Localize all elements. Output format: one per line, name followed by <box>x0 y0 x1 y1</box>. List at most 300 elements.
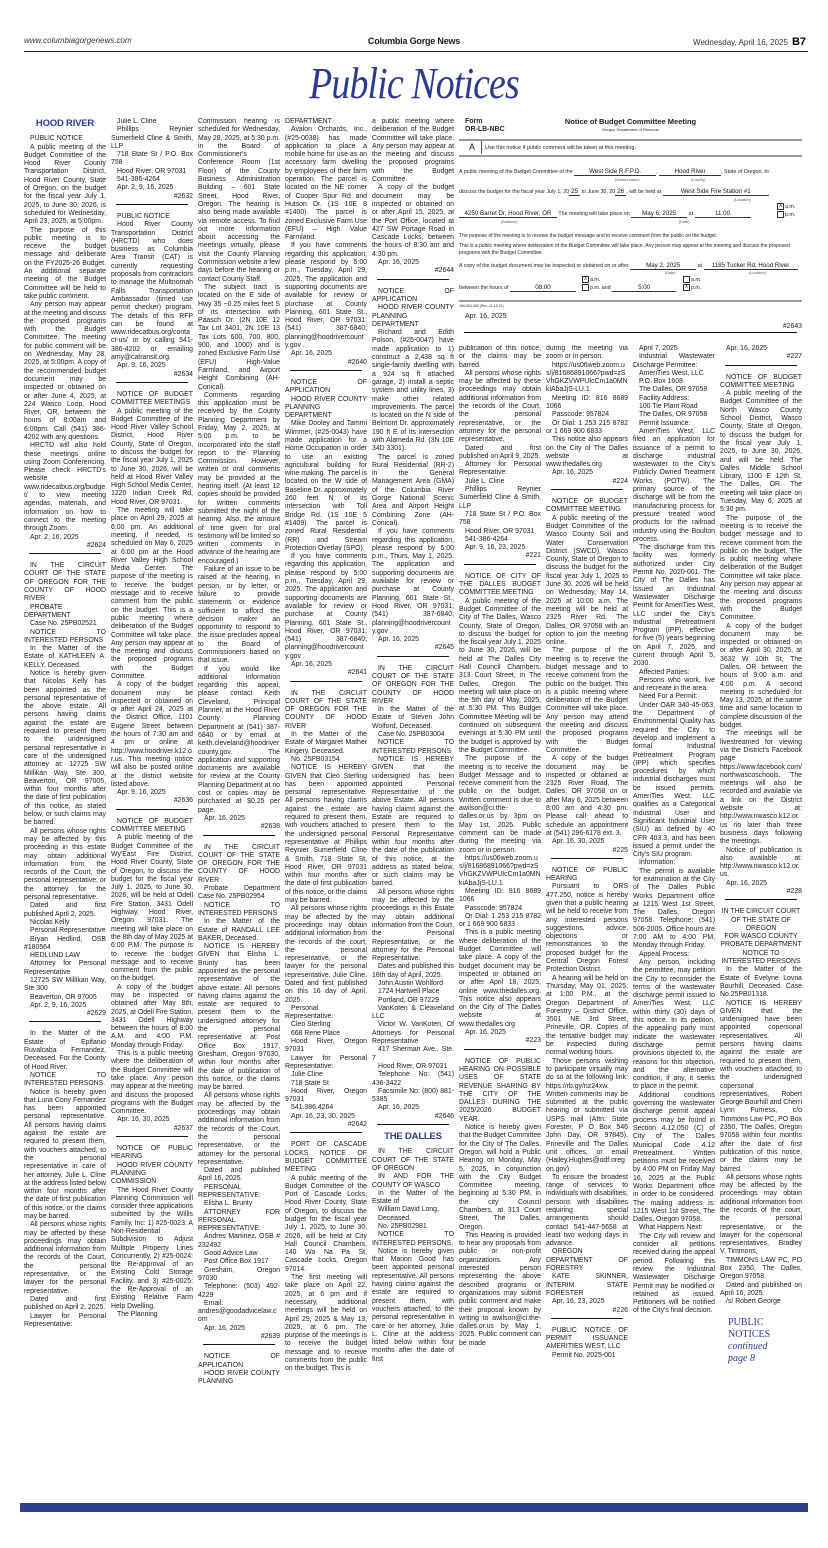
notice-line: PERSONAL REPRESENTATIVE: <box>198 1183 261 1199</box>
notice-paragraph: Dated and first published on April 2, 2025. <box>24 1295 106 1312</box>
notice-paragraph: Passcode: 957824 <box>465 904 523 912</box>
divider <box>203 1344 275 1345</box>
notice-paragraph: All persons whose rights may be affected by this proceeding in this estate may obtain additional information from the records of the Court, the personal representative, or the attorney for the personal representative. <box>24 827 106 902</box>
notice-paragraph: This Hearing is provided to hear any proposals from public or non-profit organizations. Any interested person representing the above described programs or organizations may submit public comment and make their proposal known by writing to awilson@ci.the-dalles.or.us by May 1, 2025. Public comment can be made <box>459 1231 541 1347</box>
notice-paragraph: Dated and first published April 2, 2025. <box>24 902 106 918</box>
notice-paragraph: Notice is hereby given that Marion Good has been appointed personal representative. All persons having claims against the estate are required to present them, with vouchers attached, to the personal representative in care or her attorney, Julie L. Cline at the address listed below within four months after the date of first <box>372 1247 454 1363</box>
column-9 <box>720 345 802 1500</box>
address-field: 4250 Barret Dr, Hood River, OR <box>459 210 557 218</box>
notice-paragraph: Notice is hereby given that Nicolas Kelly has been appointed as the personal representative of the above estate. All persons having claims against the estate are required to present them to the undersigned personal representative in care of the undersigned attorney at: 12725 SW Millikan Way, Ste 300, Beaverton, OR 97005, within four months after the date of first publication of this notice, as stated below, or such claims may be barred. <box>24 670 106 827</box>
pm-checkbox: X <box>684 284 689 290</box>
column-4 <box>285 118 367 1500</box>
notice-line: 1724 Hartwell Place <box>378 988 440 996</box>
notice-line: Attorney for Personal Representative <box>24 960 106 976</box>
notice-paragraph: In the Matter of the Estate of Epifanio Ruvalcaba Fernandez, Deceased. For the County of Hood River. <box>24 1030 106 1071</box>
divider <box>116 382 188 383</box>
form-text: a.m. <box>590 276 601 283</box>
notice-paragraph: All persons whose rights may be affected by the proceedings in this Estate may obtain additional information from the Court, the Personal Representative, or the attorney for the Personal Representative. <box>372 888 454 963</box>
county-field: Hood River <box>659 168 721 176</box>
divider <box>29 553 101 554</box>
notice-paragraph: NOTICE TO INTERESTED PERSONS <box>24 628 106 644</box>
notice-line: Phillips Reynier Sumerfield Cline & Smith, LLP <box>111 126 193 150</box>
notice-line: Victor W. VanKoten, Of Attorneys for Personal Representative <box>372 1021 454 1046</box>
notice-paragraph: NOTICE TO INTERESTED PERSONS <box>372 739 454 755</box>
notice-line: Facility Address: <box>639 394 690 402</box>
notice-paragraph: In the Matter of the Estate of Evelyne Lovna Bourhill, Deceased. Case No.25PB01318. <box>720 966 802 999</box>
form-text: discuss the budget for the fiscal year July 1, 20 <box>459 189 570 195</box>
notice-paragraph: If you have comments regarding this application, please respond by 5:00 p.m., Tuesday, April 29, 2025. The application and supporting documents are available for review or purchase at County Planning, 601 State St., Hood River, OR 97031; (541) 387-6840; planning@hoodrivercounty.gov . <box>285 242 367 350</box>
notice-paragraph: Dated and published April 16, 2025. <box>198 1167 280 1183</box>
notice-caption: FOR WASCO COUNTY <box>724 933 798 941</box>
form-hours-line <box>459 284 576 292</box>
issue-date-text: Wednesday, April 16, 2025 <box>693 38 788 47</box>
notice-paragraph: Commission hearing is scheduled for Wednesday, May 28, 2025, at 5:30 p.m. in the Board of Commissioner's Conference Room (1st Floor) of the County Business Administration Building – 601 State Street, Hood River, Oregon. The hearing is also being made available via remote access. To find out more information about accessing the meetings virtually, please visit the County Planning Commission website a few days before the hearing or contact County Staff. <box>198 118 280 283</box>
notice-id: #2646 <box>434 1112 454 1120</box>
promo-text: PUBLIC <box>728 1316 764 1328</box>
notice-line: Gresham, Oregon 97030 <box>198 1266 280 1282</box>
notice-paragraph: NOTICE IS HEREBY GIVEN that the undersigned has been appointed Personal Representative of the above Estate. All persons having claims against the Estate are required to present them to the Personal Representative within four months after the date of the publication of this notice, at the address as stated below, or such claims may be barred. <box>372 755 454 888</box>
form-title: Notice of Budget Committee Meeting <box>564 117 697 126</box>
notice-paragraph: In the Matter of the Estate of Margaret Mather Kingery, Deceased. <box>285 731 367 755</box>
notice-line: 718 State St / P.O. Box 758 <box>111 151 193 167</box>
notice-paragraph: The purpose of the meeting is to receive the budget message and to receive comment from the public on the budget. This is a public meeting where deliberation of the Budget Committee will take place. Any person may attend the meeting and discuss the proposed programs with the Budget Committee. <box>546 647 628 754</box>
notice-paragraph: The Hood River County Planning Commission will consider three applications submitted by the Willis Family, Inc: 1) #25-0023: A Non-Residential Subdivision to Adjust Multiple Property Lines Concurrently, 2) #25-0024: the Re-approval of an Existing Cold Storage Facility, and 3) #25-0025: the Re-Approval of an Existing Relative Farm Help Dwelling. <box>111 1186 193 1310</box>
notice-paragraph: Or Dial: 1 253 215 8782 or 1 669 900 6833 <box>459 912 541 929</box>
divider <box>377 279 449 280</box>
notice-paragraph: The City will review and consider all petitions received during the appeal period. Following this review the Industrial Wastewater Discharge Permit may be modified or retained as issued. Petitioners will be notified of the City's final decision. <box>633 1232 715 1315</box>
divider <box>377 656 449 657</box>
notice-line: AmeriTies West, LLC <box>639 369 704 377</box>
notice-line: Julie Cline <box>291 1071 323 1079</box>
copy-date-field: May 2, 2025 <box>630 262 696 270</box>
notice-line: Beaverton, OR 97005 <box>30 993 97 1001</box>
notice-date: Apr. 9, 16, 2025 <box>117 362 166 370</box>
notice-id: #2634 <box>173 370 193 378</box>
am-checkbox: X <box>583 276 588 282</box>
notice-line: Hood River, OR 97031 <box>378 1062 448 1070</box>
notice-id: #226 <box>612 1306 628 1314</box>
notice-line: Deceased. <box>378 1214 411 1222</box>
notice-paragraph: A public meeting of the Budget Committee of the City of The Dalles, Wasco County, State of Oregon, to discuss the budget for the fiscal year July 1, 2025 to June 30, 2026, will be held at The Dalles City Hall Council Chambers, 313 Court Street, in The Dalles, Oregon. The meeting will take place on the 5th day of May, 2025, at 5:30 PM. This Budget Committee Meeting will be continued on subsequent evenings at 5:30 PM until the budget is approved by the Budget Committee. <box>459 597 541 754</box>
address-label: (Address) <box>501 220 518 224</box>
notice-id: #2636 <box>173 797 193 805</box>
notice-line: VanKoten & Cleaveland LLC <box>372 1004 454 1021</box>
notice-paragraph: OREGON DEPARTMENT OF FORESTRY <box>546 1248 628 1273</box>
meeting-date-field: May 6, 2025 <box>631 210 687 218</box>
notice-paragraph: PUBLIC NOTICE <box>30 135 83 143</box>
section-heading: THE DALLES <box>384 1131 442 1143</box>
notice-paragraph: A public meeting of the Budget Committee of the Hood River Valley School District, Hood River County, State of Oregon, to discuss the budget for the fiscal year July 1, 2025 to June 30, 2026, will be held at Hood River Valley High School Media Center, 1220 Indian Creek Rd, Hood River, OR 97031. <box>111 407 193 506</box>
notice-paragraph: Hood River County Transportation District (HRCTD) who does business as Columbia Area Transit (CAT) is currently requesting proposals from contractors to manage the Multnomah Falls Transportation Ambassador (timed use permit checker) program. The details of this RFP can be found at www.ridecatbus.org/contact-us/ or by calling 541-386-4202 or emailing amy@catransit.org. <box>111 221 193 362</box>
form-text: at <box>688 211 694 217</box>
form-label: Form <box>465 118 483 125</box>
notice-paragraph: If you would like additional information regarding this appeal, please contact Keith Cleveland, Principal Planner, at the Hood River County Planning Department at (541) 387-6840 or by email at keith.cleveland@hoodrivercounty.gov. The application and supporting documents are available for review at the County Planning Department at no cost or copies may be purchased at $0.25 per page. <box>198 665 280 814</box>
form-rule <box>459 300 802 302</box>
notice-caption: IN THE CIRCUIT COURT OF THE STATE OF OREGON <box>721 908 801 932</box>
notice-paragraph: NOTICE OF BUDGET COMMITTEE MEETING <box>546 498 628 514</box>
notice-paragraph: The Planning <box>117 1310 158 1318</box>
notice-paragraph: The discharge from this facility was formerly authorized under City Permit No. 2020-001. The City of The Dalles has issued an Industrial Wastewater Discharge Permit for AmeriTies West, LLC under the City's Industrial Pretreatment Program (IPP), effective for five (5) years beginning on April 7, 2025, and current through April 5, 2030. <box>633 544 715 668</box>
notice-paragraph: Probate Department Case No. 25PB02954 <box>198 885 280 901</box>
form-section-letter: A <box>469 142 476 152</box>
notice-paragraph: NOTICE TO INTERESTED PERSONS. <box>24 1071 106 1088</box>
form-copy-line: A copy of the budget document may be inspected or obtained on or after May 2, 2025 at 1185 Tucker Rd, Hood River , <box>459 262 799 269</box>
notice-paragraph: NOTICE IS HEREBY GIVEN that the undersigned have been appointed copersonal representatives. All persons having claims against the estate are required to present them, with vouchers attached, to the undersigned copersonal representatives, Robert George Bourhill and Cherri Lynn Furness, c/o Timmons Law PC, PO Box 2350, The Dalles, Oregon 97058 within four months after the date of first publication of this notice, or the claims may be barred. <box>720 999 802 1173</box>
notice-caption: PROBATE DEPARTMENT <box>720 941 802 949</box>
district-label: (District name) <box>615 178 640 182</box>
notice-line: 541-386-4264 <box>465 535 508 543</box>
notice-paragraph: A copy of the budget document may be inspected or obtained on or after April 15, 2025, at the Port Office, located at 427 SW Portage Road in Cascade Locks, between the hours of 8:30 am and 4:30 pm. <box>372 184 454 258</box>
notice-date: Apr. 2, 9, 16, 2025 <box>30 1001 87 1009</box>
form-text: A copy of the budget document may be inspected or obtained on or after <box>459 263 629 269</box>
notice-id: #2641 <box>347 669 367 677</box>
notice-paragraph: NOTICE TO INTERESTED PERSONS <box>198 901 280 917</box>
notice-paragraph: Any person may appear at the meeting and discuss the proposed programs with the Budget Committee. The meeting for public comment will be on Wednesday, May 28, 2025, at 5:00pm. A copy of the recommended budget document may be inspected or obtained on or after June 4, 2025, at 224 Wasco Loop, Hood River, OR, between the hours of 8:00am and 6:00pm. Call (541) 386-4202 with any questions. <box>24 301 106 441</box>
notice-paragraph: Lawyer for Personal Representative: <box>24 1312 106 1328</box>
notice-line: The Dalles, OR 97058 <box>639 411 708 419</box>
notice-paragraph: Notice of publication is also available at: http://www.nwasco.k12.or.us. <box>720 846 802 879</box>
notice-line: 668 Rene Place <box>291 1029 341 1037</box>
notice-paragraph: NOTICE OF PUBLIC HEARING <box>111 1145 193 1161</box>
notice-paragraph: Meeting ID: 816 8689 1066 <box>546 394 628 411</box>
notice-id: #227 <box>786 353 802 361</box>
notice-paragraph: IN THE CIRCUIT COURT OF THE STATE OF OREGON <box>372 1148 454 1172</box>
notice-line: The Dalles, OR 97058 <box>639 386 708 394</box>
notice-paragraph: The parcel is zoned Rural Residential (RR-2) in the General Management Area (GMA) of the Columbia River Gorge National Scenic Area and Airport Height Combining Zone (AH-Conical). <box>372 453 454 527</box>
notice-paragraph: Notice is hereby given that the Budget Committee for the City of The Dalles, Oregon, will hold a Public Hearing on Monday, May 5, 2025, in conjunction with the City Budget Committee meeting, beginning at 5:30 PM, in the city Council Chambers, at 313 Court Street, The Dalles, Oregon. <box>459 1124 541 1231</box>
form-text: a.m. <box>785 203 796 210</box>
notice-line: Portland, OR 97229 <box>378 996 439 1004</box>
meeting-pm-option <box>777 211 795 218</box>
newspaper-name: Columbia Gorge News <box>367 36 461 46</box>
hours-from-field: 08:00 <box>510 284 576 292</box>
form-rule <box>459 139 802 141</box>
location-label: (Location) <box>749 271 766 275</box>
notice-paragraph: The meetings will be livestreamed for viewing via the District's Facebook page https://www.facebook.com/northwascoschools. The meetings will also be recorded and available via a link on the District website at: http://www.nwasco.k12.or.us no later than three business days following the meetings. <box>720 730 802 846</box>
divider <box>551 489 623 490</box>
notice-id: #224 <box>612 477 628 485</box>
divider <box>464 1049 536 1050</box>
continued-promo[interactable] <box>728 1317 802 1365</box>
notice-paragraph: NOTICE OF BUDGET COMMITTEE MEETING <box>111 817 193 834</box>
website-url: www.columbiagorgenews.com <box>24 36 132 45</box>
notice-date: Apr. 16, 2025 <box>726 879 767 887</box>
notice-paragraph: Failure of an issue to be raised at the hearing, in person, or by letter, or failure to provide statements or evidence sufficient to afford the decision maker an opportunity to respond to the issue precludes appeal to the Board of Commissioners based on that issue. <box>198 566 280 665</box>
form-text: p.m. <box>785 211 796 218</box>
notice-line: Information: <box>639 859 676 867</box>
column-5 <box>372 118 454 1500</box>
form-number: 150-504-063 (Rev. 11-19-21) <box>459 304 504 308</box>
footer-bar <box>20 1503 808 1512</box>
copy-location-field: 1185 Tucker Rd, Hood River <box>704 262 798 270</box>
notice-line: William David Long, <box>378 1206 439 1214</box>
notice-line: Facsimile No: (800) 881-5385 <box>372 1087 454 1104</box>
hours-to-pm <box>683 284 701 291</box>
notice-paragraph: Attorney for Personal Representative: <box>459 461 541 477</box>
notice-paragraph: AmeriTies West, LLC filed an application for issuance of a permit to discharge industrial wastewater to the City's Publicly Owned Treatment Works (POTW). The primary source of the discharge will be from the manufacturing process for pressure treated wood products for the railroad industry using the Boulton process. <box>633 427 715 543</box>
notice-line: Bryan Hedlind, OSB #180564 <box>24 935 106 951</box>
column-1 <box>24 118 106 1500</box>
notice-line: Hood River, Oregon 97031 <box>285 1038 367 1054</box>
notice-line: Nicolas Kelly <box>30 918 70 926</box>
divider <box>116 1136 188 1137</box>
section-title: Public Notices <box>309 59 519 108</box>
issue-date <box>693 36 806 48</box>
form-text: and <box>601 285 611 291</box>
notice-paragraph: To ensure the broadest range of services to individuals with disabilities, persons with disabilities requiring special arrangements should contact 541-447-5658 at least two working days in advance. <box>546 1173 628 1248</box>
notice-line: 718 State St <box>291 1079 329 1087</box>
hours-from-pm <box>582 284 676 292</box>
notice-paragraph: In the Matter of the Estate of KATHLEEN A. KELLY, Deceased. <box>24 645 106 669</box>
notice-paragraph: IN THE CIRCUIT COURT OF THE STATE OF OREGON FOR THE COUNTY OF HOOD RIVER <box>198 843 280 884</box>
column-7 <box>546 345 628 1500</box>
notice-date: Apr. 16, 2025 <box>291 350 332 358</box>
notice-paragraph: The purpose of this public meeting is to receive the budget message and deliberate on the FY2025-26 Budget. An additional separate meeting of the Budget Committee will be held to take public comment. <box>24 226 106 300</box>
column-6 <box>459 345 541 1500</box>
notice-line: 718 State St / P.O. Box 758 <box>459 510 541 527</box>
notice-paragraph: The first meeting will take place on April 22, 2025, at 6 pm and if necessary, additional meetings will be held on April 29, 2025 & May 13, 2025, at 6 pm. The purpose of the meetings is to receive the budget message and to receive comments from the public on the budget. This is <box>285 1274 367 1373</box>
notice-line: Hood River, OR 97031 <box>117 167 187 175</box>
divider <box>551 858 623 859</box>
notice-paragraph: NOTICE OF CITY OF THE DALLES BUDGET COMMITTEE MEETING <box>459 572 541 597</box>
notice-paragraph: If you have comments regarding this application, please respond by 5:00 p.m., Thurs, May 1, 2025. The application and supporting documents are available for review or purchase at County Planning, 601 State St., Hood River, OR 97031; (541) 387-6840; planning@hoodrivercounty.gov . <box>372 528 454 635</box>
form-text: between the hours of <box>459 285 509 291</box>
notice-id: #223 <box>525 1037 541 1045</box>
notice-paragraph: Passcode: 957824 <box>552 411 610 419</box>
form-text: p.m. <box>590 285 601 291</box>
notice-paragraph: IN THE CIRCUIT COURT OF THE STATE OF OREGON FOR THE COUNTY OF HOOD RIVER <box>372 664 454 705</box>
notice-date: Apr. 16, 30, 2025 <box>552 838 605 846</box>
notice-paragraph: Persons who work, live and recreate in the area. <box>633 676 715 693</box>
am-checkbox <box>683 276 690 283</box>
promo-text: NOTICES <box>728 1328 771 1340</box>
notice-line: John Austin Wohlford <box>378 979 443 987</box>
notice-id: #2642 <box>347 1121 367 1129</box>
notice-line: HEDLUND LAW <box>30 952 80 960</box>
notice-line: Lawyer for Personal Representative: <box>285 1054 367 1070</box>
notice-paragraph: IN THE CIRCUIT COURT OF THE STATE OF OREGON FOR THE COUNTY OF HOOD RIVER <box>24 562 106 603</box>
notice-paragraph: IN THE CIRCUIT COURT OF THE STATE OF OREGON FOR THE COUNTY OF HOOD RIVER <box>285 689 367 730</box>
notice-paragraph: NOTICE OF APPLICATION <box>198 1353 280 1369</box>
notice-paragraph: A copy of the budget document may be inspected or obtained on or after April 30, 2025, at 3632 W 10th St, The Dalles, OR between the hours of 9:00 a.m. and 4:00 p.m. A second meeting is scheduled for May 13, 2025, at the same time and same location to complete discussion of the budget. <box>720 622 802 730</box>
hours-from-am <box>582 276 600 283</box>
divider <box>290 370 362 371</box>
form-id: OR-LB-NBC <box>465 126 505 133</box>
divider <box>725 899 797 900</box>
notice-paragraph: No. 25PB03154 <box>291 755 340 763</box>
notice-paragraph: A public meeting of the Budget Committee of the Port of Cascade Locks, Hood River County, State of Oregon, to discuss the budget for the fiscal year July 1, 2025, to June 30, 2026, will be held at City Hall Council Chambers, 140 Wa Na Pa St, Cascade Locks, Oregon 97014. <box>285 1174 367 1273</box>
notice-id: #2640 <box>347 358 367 366</box>
notice-paragraph: HOOD RIVER COUNTY PLANNING <box>198 1369 280 1386</box>
notice-paragraph: This notice also appears on the City of The Dalles website at www.thedalles.org <box>546 436 628 469</box>
divider <box>464 332 797 333</box>
notice-paragraph: Dates and published this 16th day of April, 2025. <box>372 963 454 979</box>
header-rule <box>24 51 808 52</box>
notice-paragraph: A public meeting of the Budget Committee of the Hood River County Transportation District, Hood River County, State of Oregon, on the budget for the fiscal year July 1, 2025, to June 30, 2026, is scheduled for Wednesday, April 23, 2025, at 5:00pm. <box>24 143 106 226</box>
notice-paragraph: The meeting will take place on April 29, 2025 at 6:00 pm. An additional meeting, if needed, is scheduled on May 6, 2025 at 6:00 pm at the Hood River Valley High School Media Center. The purpose of the meeting is to receive the budget message and to receive comment from the public on the budget. This is a public meeting where deliberation of the Budget Committee will take place. Any person may appear at the meeting and discuss the proposed programs with the Budget Committee. <box>111 507 193 680</box>
notice-line: Post Office Box 1917 <box>204 1258 269 1266</box>
section-heading: HOOD RIVER <box>35 118 95 129</box>
notice-paragraph: Permit No. 2025-001 <box>552 1351 616 1359</box>
divider <box>290 681 362 682</box>
notice-paragraph: The subject tract is located on the E side of Hwy 35 ~0.25 miles feet S of its intersection with Paasch Dr. (2N 10E 12 Tax Lot 3401, 2N 10E 13 Tax Lots 600, 700, 800, 900, and 1000) and is zoned Exclusive Farm Use (EFU) High-Value Farmland, and Airport Height Combining (AH-Conical). <box>198 283 280 391</box>
notice-line: Good Advice Law <box>204 1250 258 1258</box>
notice-date: Apr. 16, 2025 <box>552 469 593 477</box>
notice-url: https://us06web.zoom.us/j/81686891066?pwd=zSVhGKZVWPUIcCm1a0MNkiAbaJjS-LU.1 <box>546 361 628 394</box>
divider <box>203 835 275 836</box>
notice-date: Apr. 16, 2025 <box>378 259 419 267</box>
notice-paragraph: The purpose of the meeting is to receive the budget message and to receive comment from the public on the budget. The is public meeting where deliberation of the Budget Committee will take place. Any person may appear at the meeting and discuss the proposed programs with the Budget Committee. <box>720 514 802 622</box>
notice-caption: NOTICE TO INTERESTED PERSONS <box>721 949 801 966</box>
form-text: p.m. <box>691 284 702 291</box>
notice-id: #2629 <box>86 1010 106 1018</box>
notice-id: #2624 <box>86 541 106 549</box>
form-text: The meeting will take place on <box>558 211 630 217</box>
fiscal-end-field: 26 <box>615 188 626 196</box>
notice-line: Hood River, Oregon 97031 <box>285 1087 367 1104</box>
notice-paragraph: Comments regarding this application must be received by the County Planning Department by Friday, May 2, 2025, at 5:00 p.m. to be incorporated into the staff report to the Planning Commission. However, written or oral comments may be provided at the hearing itself. (At least 12 copies should be provided for written comments submitted the night of the hearing. Also, the amount of time given for oral testimony will be limited so written comments in advance of the hearing are encouraged.) <box>198 391 280 565</box>
notice-paragraph: NOTICE OF BUDGET COMMITTEE MEETING <box>720 373 802 389</box>
notice-paragraph: NOTICE IS HEREBY GIVEN that Elisha L. Brunty has been appointed as the personal representative of the above estate. All persons having claims against the estate are required to present them to the undersigned attorney for the personal representative at: Post Office Box 1917, Gresham, Oregon 97030, within four months after the date of publication of this notice, or the claims may be barred. <box>198 943 280 1092</box>
notice-paragraph: PROBATE DEPARTMENT <box>24 603 71 619</box>
notice-line: 100 Tie Plant Road <box>639 403 698 411</box>
form-text: at <box>697 263 703 269</box>
notice-date: Apr. 16, 2025 <box>378 1104 419 1112</box>
notice-paragraph: NOTICE OF APPLICATION <box>285 378 367 395</box>
notice-date: Apr. 16, 2025 <box>204 1324 245 1332</box>
notice-paragraph: publication of this notice, or the claims may be barred. <box>459 345 541 369</box>
notice-paragraph: This is a public meeting where the deliberation of the Budget Committee will take place. Any person may appear at the meeting and discuss the proposed programs with the Budget Committee. <box>111 1050 193 1116</box>
notice-id: #2644 <box>434 267 454 275</box>
notice-line: P.O. Box 1608 <box>639 378 683 386</box>
divider <box>725 365 797 366</box>
form-line-2 <box>459 188 769 196</box>
notice-id: #221 <box>525 552 541 560</box>
notice-id: #228 <box>786 888 802 895</box>
notice-paragraph: PUBLIC NOTICE OF PERMIT ISSUANCE AMERITIES WEST, LLC <box>546 1326 628 1351</box>
notice-paragraph: All persons whose rights may be affected by the proceedings may obtain additional information from the records of the court, the personal representative, or the lawyer for the personal representative, Julie Cline. Dated and first published on this 16 day of April, 2025. <box>285 905 367 1004</box>
notice-paragraph: Or Dial: 1 253 215 8782 or 1 669 900 6833 <box>546 419 628 435</box>
notice-line: Telephone No: (541) 436-3422 <box>372 1071 454 1087</box>
notice-line: Email: andres@goodadvicelaw.com <box>198 1299 277 1324</box>
column-2 <box>111 118 193 1500</box>
date-label: (Date) <box>679 220 690 224</box>
notice-paragraph: A hearing will be held on Thursday, May 01, 2025, at 1:00 P.M., at the Oregon Department of Forestry – District Office, 3501 NE 3rd Street, Prineville, OR. Copies of the tentative budget may be inspected during normal working hours. <box>546 974 628 1057</box>
notice-line: Telephone: (503) 492-4229 <box>198 1283 280 1299</box>
fiscal-start-field: 25 <box>569 188 580 196</box>
column-8 <box>633 345 715 1500</box>
notice-paragraph: A public meeting of the Budget Committee of the North Wasco County School District, Wasco County, State of Oregon, to discuss the budget for the fiscal year July 1, 2025, to June 30, 2026, and will be held The Dalles Middle School Library, 1100 E 12th St, The Dalles, OR. The meeting will take place on Tuesday, May 6, 2025 at 5:30 pm. <box>720 390 802 514</box>
notice-paragraph: Under OAR 340-45-063, the Department of Environmental Quality has required the City to develop and implement a formal Industrial Pretreatment Program (IPP) which specifies procedures by which industrial discharges must be issued permits. AmeriTies West, LLC qualifies as a Categorical Industrial User and Significant Industrial User (SIU) as defined by 40 CFR 403.3, and has been issued a permit under the City's SIU program. <box>633 701 715 859</box>
divider <box>551 1318 623 1319</box>
form-text: , will be held at <box>626 189 662 195</box>
notice-paragraph: Those persons wishing to participate virtually may do so at the following link: https://rb.gy/nz24xw. Written comments may be submitted at the public hearing or submitted via USPS mail (Attn: State Forester, P O Box 546 John Day, OR 97845), Prineville and The Dalles unit offices, or email (Hailey.Hughes@odf.oregon.gov). <box>546 1057 628 1173</box>
county-label: (County) <box>691 178 706 182</box>
divider <box>464 564 536 565</box>
notice-paragraph: Case No. 25PB03004 <box>378 731 445 739</box>
notice-line: No. 25PB02981 <box>378 1223 427 1230</box>
notice-line: ATTORNEY FOR PERSONAL REPRESENTATIVE: <box>198 1208 280 1233</box>
notice-date: Apr. 16, 2025 <box>726 345 767 352</box>
notice-line: Elisha L. Brunty <box>204 1200 253 1208</box>
notice-paragraph: KATE SKINNER, INTERIM STATE FORESTER <box>546 1273 628 1297</box>
notice-date: Apr. 16, 2025 <box>465 313 507 320</box>
notice-line: Need For a Permit: <box>639 693 698 701</box>
notice-paragraph: The purpose of the meeting is to receive the Budget Message and to receive comment from the public on the budget. Written comment is due to awilson@ci.the-dalles.or.us by 3pm on May 1st, 2025. Public comment can be made during the meeting via zoom or in person. <box>459 755 541 854</box>
notice-date: Apr. 16, 2025 <box>204 814 245 822</box>
notice-paragraph: The permit is available for examination at the City of The Dalles Public Works Department office at 1215 West 1st Street, The Dalles, Oregon 97058. Telephone: (541) 506-2005. Office hours are 7:00 AM to 4:00 PM, Monday through Friday. <box>633 867 715 950</box>
form-section-text: Use this notice if public comment will be taken at this meeting. <box>485 145 637 151</box>
notice-date: Apr. 16, 23, 2025 <box>552 1298 605 1306</box>
notice-id: #2639 <box>260 1333 280 1341</box>
divider <box>29 1021 101 1022</box>
notice-line: April 7, 2025 <box>639 345 678 352</box>
date-label: (Date) <box>665 271 676 275</box>
notice-paragraph: NOTICE IS HEREBY GIVEN that Cleo Sterling has been appointed personal representative. All persons having claims against the estate are required to present them, with vouchers attached to the undersigned personal representative at Phillips Reynier Sumerfield Cline & Smith, 718 State St, Hood River, OR 97031 within four months after the date of first publication of this notice, or the claims may be barred. <box>285 764 367 905</box>
divider <box>377 1124 449 1125</box>
form-rule <box>459 155 802 157</box>
notice-paragraph: HRCTD will also hold these meetings online using Zoom Conferencing. Please check HRCTD's website www.ridecatbus.org/budget/ to view meeting agendas, materials, and information on how to connect to the meeting through Zoom. <box>24 442 106 533</box>
notice-line: Personal Representative <box>30 927 106 935</box>
notice-line: Permit Issuance: <box>639 419 691 427</box>
notice-paragraph: NOTICE OF PUBLIC HEARING ON POSSIBLE USES OF STATE REVENUE SHARING BY THE CITY OF THE DALLES DURING THE 2025/2026 BUDGET YEAR. <box>459 1057 541 1123</box>
notice-paragraph: A copy of the budget may be inspected or obtained after May 8th, 2025, at Odell Fire Station, 3431 Odell Highway between the hours of 8:00 A.M. and 4:00 P.M. Monday through Friday. <box>111 983 193 1049</box>
notice-paragraph: Notice is hereby given that Luna Cony Fernandez has been appointed personal representative. All persons having claims against the estate are required to present them, with vouchers attached, to the personal representative in care of her attorney, Julie L. Cline at the address listed below within four months after the date of first publication of this notice, or the claims may be barred. <box>24 1088 106 1220</box>
notice-paragraph: In the Matter of the Estate of RANDALL LEE BAKER, Deceased. <box>198 918 280 942</box>
notice-paragraph: PUBLIC NOTICE <box>117 212 170 220</box>
promo-text: continued <box>728 1340 768 1352</box>
notice-paragraph: All persons whose rights may be affected by the proceedings may obtain additional information from the records of the Court, the personal representative, or the attorney for the personal representative. <box>198 1092 280 1166</box>
form-line-1: A public meeting of the Budget Committee of the West Side R.F.P.D. , Hood River , State of Oregon, to <box>459 168 769 175</box>
notice-date: Apr. 2, 9, 16, 2025 <box>117 184 174 192</box>
notice-paragraph: All persons whose rights may be affected by the proceedings may obtain additional information from the records of the court, the personal representative, or the lawyer for the copersonal representatives, Bradley V. Timmons, <box>720 1173 802 1256</box>
notice-paragraph: Dated and published on April 16, 2025. <box>720 1281 802 1297</box>
notice-paragraph: In the Matter of the Estate of Steven John Wolford, Deceased. <box>372 706 454 730</box>
form-public-statement: This is a public meeting where deliberation of the Budget Committee will take place. Any person may appear at the meeting and discuss the proposed programs with the Budget Committee. <box>459 243 790 256</box>
notice-line: Cleo Sterling <box>291 1021 331 1029</box>
notice-line: 541.386.4264 <box>291 1104 334 1112</box>
notice-date: Apr. 9, 16, 2025 <box>117 789 166 797</box>
form-section-divider <box>481 141 482 154</box>
notice-paragraph: Pursuant to ORS 477.250, notice is hereby given that a public hearing will be held to receive from any interested persons suggestions, advice, objections or remonstrances to the proposed budget for the Central Oregon Forest Protection District. <box>546 883 628 974</box>
notice-paragraph: /s/ Robert George <box>726 1298 781 1306</box>
divider <box>116 809 188 810</box>
notice-paragraph: All persons whose rights may be affected by these proceedings may obtain additional information from the records of the Court, the personal representative, or the lawyer for the personal representative. <box>24 1221 106 1295</box>
pm-checkbox <box>582 284 589 291</box>
notice-date: Apr. 16, 2025 <box>378 636 419 644</box>
location-field: West Side Fire Station #1 <box>663 188 769 196</box>
notice-paragraph: Mike Dooley and Tammi Wimmer, (#25-0043) have made application for a Home Occupation in order to use an existing agricultural building for wine making. The parcel is located on the W side of Baseline Dr. approximately 260 feet N of its intersection with Toll Bridge Rd. (1S 10E 5 #1409). The parcel is zoned Rural Residential (RR) and Stream Protection Overlay (SPO). <box>285 420 367 552</box>
notice-line: Phillips Reynier Sumerfield Cline & Smith, LLP <box>459 486 541 510</box>
form-purpose: The purpose of the meeting is to receive the budget message and to receive comment from the public on the budget. <box>459 233 718 239</box>
notice-line: Personal Representative: <box>285 1004 334 1021</box>
pm-checkbox <box>777 211 784 218</box>
notice-paragraph: In the Matter of the Estate of <box>372 1189 454 1206</box>
district-field: West Side R.F.P.D. <box>574 168 656 176</box>
notice-paragraph: A public meeting of the Budget Committee of the Wasco County Soil and Water Conservation District (SWCD), Wasco County, State of Oregon to discuss the budget for the fiscal year July 1, 2025 to June 30, 2026 will be held on Wednesday, May 14, 2025 at 10:00 a.m. The meeting will be held at 2325 River Rd, The Dalles, OR 97058 with an option to join the meeting online. <box>546 514 628 647</box>
notice-id: #2645 <box>434 644 454 652</box>
notice-line: What Happens Next: <box>639 1224 703 1232</box>
meeting-time-field: 11:00 <box>695 210 751 218</box>
notice-id: #2643 <box>782 323 802 330</box>
notice-paragraph: IN AND FOR THE COUNTY OF WASCO <box>372 1173 454 1189</box>
notice-line: Appeal Process: <box>639 950 690 958</box>
notice-date: Apr. 9, 16, 23, 2025 <box>465 544 526 552</box>
notice-line: 541-386-4264 <box>117 176 160 184</box>
notice-paragraph: a public meeting where deliberation of the Budget Committee will take place. Any person may appear at the meeting and discuss the proposed programs with the Budget Committee. <box>372 118 454 184</box>
notice-paragraph: NOTICE OF BUDGET COMMITTEE MEETINGS <box>111 390 193 407</box>
notice-paragraph: Case No. 25PB02521 <box>30 620 97 628</box>
